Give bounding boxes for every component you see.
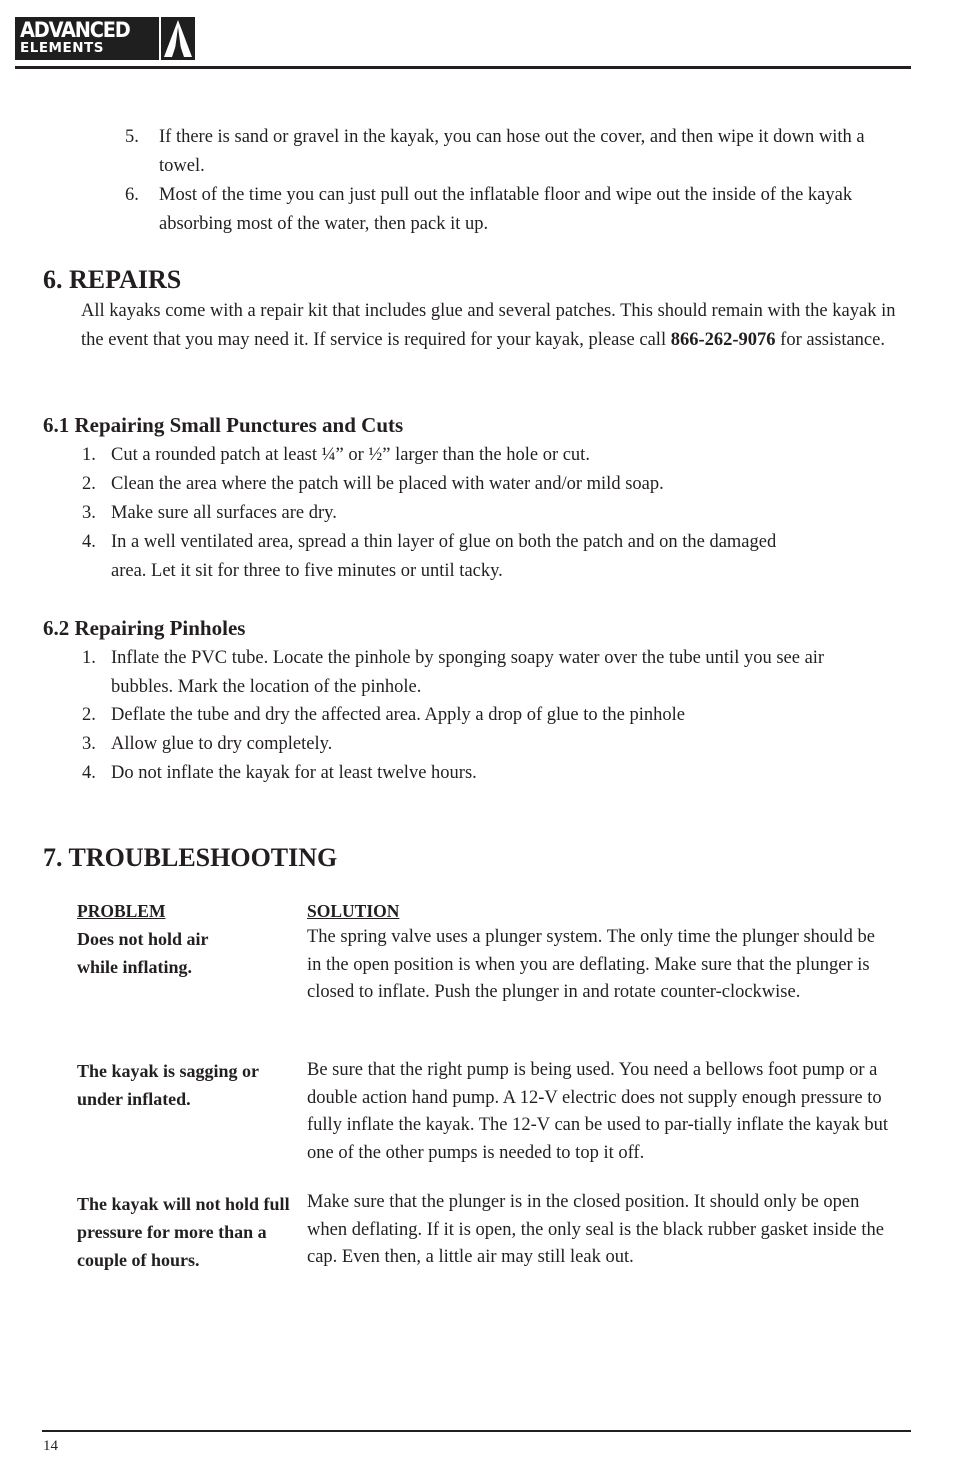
solution-cell: The spring valve uses a plunger system. The only time the plunger should be in the open position is when you are deflating. Make sure that the plunger is closed to inflate. Push the plunger in and rotate counter-clockwise. <box>307 927 875 1003</box>
list-text: Do not inflate the kayak for at least twelve hours. <box>111 763 477 783</box>
list-item <box>82 644 882 702</box>
problem-cell: The kayak is sagging or under inflated. <box>77 1061 259 1109</box>
list-text: In a well ventilated area, spread a thin layer of glue on both the patch and on the damaged area. Let it sit for three to five minutes or until tacky. <box>111 532 777 581</box>
page-number: 14 <box>43 1438 58 1454</box>
solution-cell: Make sure that the plunger is in the closed position. It should only be open when deflating. If it is open, the only seal is the black rubber gasket inside the cap. Even then, a little air may still leak out. <box>307 1192 884 1268</box>
list-item <box>82 499 882 528</box>
section-heading-repairs: 6. REPAIRS <box>43 265 182 294</box>
header-rule <box>15 66 911 69</box>
logo-wordmark <box>15 17 159 60</box>
list-item <box>82 528 882 586</box>
advanced-elements-logo <box>15 17 195 60</box>
list-number: 3. <box>82 734 96 754</box>
list-item <box>82 470 882 499</box>
list-number: 2. <box>82 705 96 725</box>
list-number: 1. <box>82 445 96 465</box>
list-text: Most of the time you can just pull out the inflatable floor and wipe out the inside of the kayak absorbing most of the water, then pack it up. <box>159 185 853 234</box>
solution-cell: Be sure that the right pump is being used. You need a bellows foot pump or a double action hand pump. A 12-V electric does not supply enough pressure to fully inflate the kayak. The 12-V can be used to par-tially inflate the kayak but one of the other pumps is needed to top it off. <box>307 1060 888 1164</box>
service-phone-number: 866-262-9076 <box>670 329 776 350</box>
list-text: Make sure all surfaces are dry. <box>111 503 337 523</box>
list-number: 2. <box>82 474 96 494</box>
repairs-paragraph <box>81 297 911 354</box>
list-text: Deflate the tube and dry the affected area. Apply a drop of glue to the pinhole <box>111 705 685 725</box>
problem-cell: Does not hold air while inflating. <box>77 929 209 977</box>
list-item <box>82 441 882 470</box>
list-text: If there is sand or gravel in the kayak, you can hose out the cover, and then wipe it down with a towel. <box>159 127 865 176</box>
list-text: Inflate the PVC tube. Locate the pinhole by sponging soapy water over the tube until you see air bubbles. Mark the location of the pinhole. <box>111 648 825 697</box>
list-number: 1. <box>82 648 96 668</box>
column-header-problem: PROBLEM <box>77 901 166 921</box>
section-heading-troubleshooting: 7. TROUBLESHOOTING <box>43 843 338 872</box>
list-item <box>82 730 882 759</box>
list-text: Clean the area where the patch will be placed with water and/or mild soap. <box>111 474 664 494</box>
repairs-text: All kayaks come with a repair kit that includes glue and several patches. This should remain with the kayak in the event that you may need it. If service is required for your kayak, please call <box>81 301 896 350</box>
list-number: 5. <box>125 127 139 147</box>
logo-line-1: ADVANCED <box>20 18 130 42</box>
list-item <box>125 123 915 181</box>
list-number: 4. <box>82 763 96 783</box>
subsection-heading-pinholes: 6.2 Repairing Pinholes <box>43 616 246 640</box>
list-item <box>125 181 915 239</box>
repairs-text-end: for assistance. <box>775 329 885 350</box>
list-item <box>82 701 882 730</box>
list-text: Allow glue to dry completely. <box>111 734 333 754</box>
logo-line-2: ELEMENTS <box>20 40 104 56</box>
list-number: 6. <box>125 185 139 205</box>
footer-rule <box>42 1430 911 1432</box>
list-number: 4. <box>82 532 96 552</box>
list-number: 3. <box>82 503 96 523</box>
subsection-heading-punctures: 6.1 Repairing Small Punctures and Cuts <box>43 413 404 437</box>
list-item <box>82 759 882 788</box>
list-text: Cut a rounded patch at least ¼” or ½” larger than the hole or cut. <box>111 445 590 465</box>
column-header-solution: SOLUTION <box>307 901 400 921</box>
logo-a-mark-icon <box>161 17 195 60</box>
problem-cell: The kayak will not hold full pressure for more than a couple of hours. <box>77 1194 290 1270</box>
